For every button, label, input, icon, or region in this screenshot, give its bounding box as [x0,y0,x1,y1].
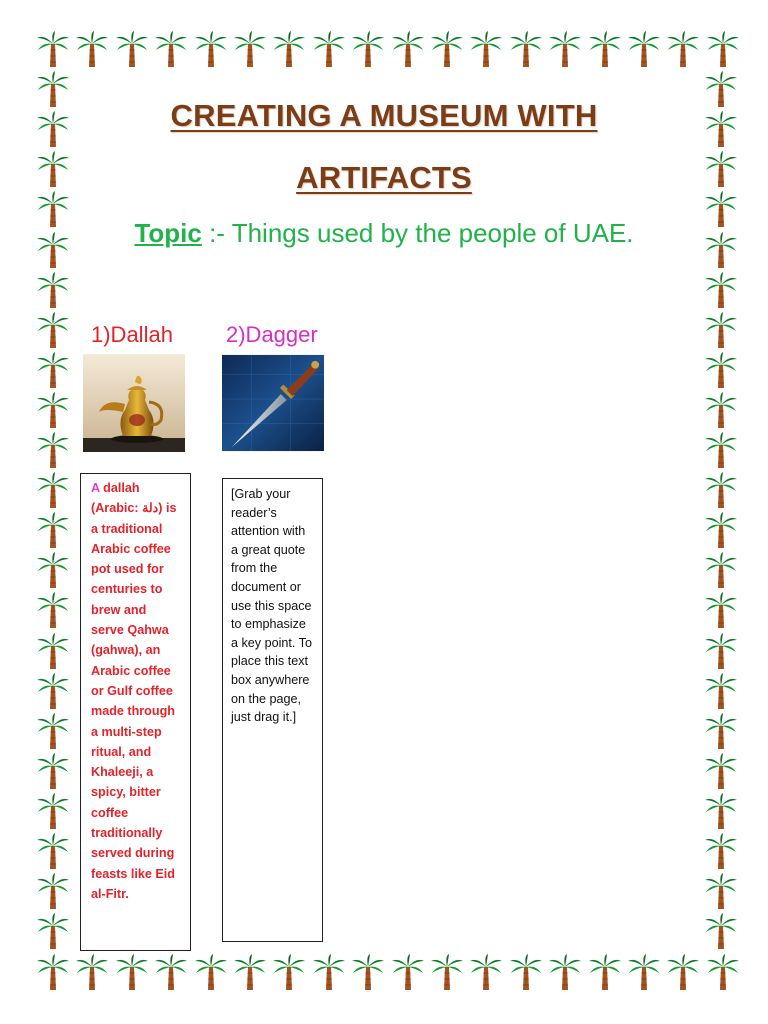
palm-tree-icon [626,953,662,991]
dagger-icon [222,354,324,452]
palm-tree-icon [390,953,426,991]
palm-tree-icon [35,953,71,991]
palm-tree-icon [153,953,189,991]
topic-label: Topic [134,218,202,248]
palm-tree-icon [35,511,71,549]
palm-tree-icon [703,351,739,389]
palm-tree-icon [705,953,741,991]
palm-tree-icon [35,632,71,670]
topic-line [0,218,768,249]
palm-tree-icon [114,30,150,68]
palm-tree-icon [311,953,347,991]
palm-tree-icon [703,832,739,870]
palm-tree-icon [703,271,739,309]
palm-tree-icon [35,591,71,629]
palm-tree-icon [35,271,71,309]
dallah-description-text: dallah (Arabic: دلة) is a traditional Arabic coffee pot used for centuries to brew and serve Qahwa (gahwa), an Arabic coffee or Gulf coffee made through a multi-step ritual, and Khaleeji, a spicy, bitter coffee traditionally served during feasts like Eid al-Fitr. [91,481,177,901]
palm-tree-icon [587,953,623,991]
dallah-coffee-pot-icon [83,354,185,452]
dagger-heading: 2)Dagger [226,322,318,347]
palm-tree-icon [626,30,662,68]
dallah-heading: 1)Dallah [91,322,173,347]
palm-tree-icon [232,953,268,991]
palm-tree-icon [703,511,739,549]
palm-tree-icon [705,30,741,68]
palm-tree-icon [703,591,739,629]
palm-tree-icon [703,551,739,589]
dallah-description-first-letter: A [91,481,100,495]
palm-tree-icon [35,431,71,469]
dallah-description-box[interactable] [80,473,191,951]
palm-tree-icon [35,912,71,950]
palm-tree-icon [193,30,229,68]
palm-tree-icon [508,953,544,991]
palm-tree-icon [35,752,71,790]
palm-tree-icon [429,30,465,68]
palm-tree-icon [703,391,739,429]
palm-tree-icon [508,30,544,68]
palm-tree-icon [703,792,739,830]
palm-tree-icon [429,953,465,991]
page-title-line-2: ARTIFACTS [296,160,472,195]
palm-tree-icon [35,351,71,389]
palm-tree-icon [35,311,71,349]
page-title-line-1: CREATING A MUSEUM WITH [170,98,598,133]
palm-tree-icon [468,30,504,68]
palm-tree-icon [587,30,623,68]
palm-tree-icon [703,311,739,349]
palm-tree-icon [35,872,71,910]
palm-tree-icon [468,953,504,991]
palm-tree-icon [547,30,583,68]
palm-tree-icon [703,471,739,509]
palm-tree-icon [153,30,189,68]
palm-tree-icon [35,391,71,429]
palm-tree-icon [35,792,71,830]
palm-tree-icon [271,953,307,991]
palm-tree-icon [35,672,71,710]
palm-tree-icon [193,953,229,991]
palm-tree-icon [114,953,150,991]
palm-tree-icon [232,30,268,68]
dagger-description-box[interactable] [222,478,323,942]
palm-tree-icon [35,832,71,870]
palm-tree-icon [35,551,71,589]
palm-tree-icon [74,953,110,991]
palm-tree-icon [74,30,110,68]
dagger-description-text: [Grab your reader’s attention with a great quote from the document or use this space to emphasize a key point. To place this text box anywhere on the page, just drag it.] [231,487,312,725]
palm-tree-icon [665,953,701,991]
palm-tree-icon [547,953,583,991]
palm-tree-icon [35,30,71,68]
palm-tree-icon [35,712,71,750]
palm-tree-icon [35,471,71,509]
palm-tree-icon [271,30,307,68]
palm-tree-icon [703,712,739,750]
palm-tree-icon [703,752,739,790]
palm-tree-icon [703,632,739,670]
palm-tree-icon [665,30,701,68]
palm-tree-icon [703,872,739,910]
palm-tree-icon [390,30,426,68]
topic-text: :- Things used by the people of UAE. [201,218,634,248]
palm-tree-icon [703,431,739,469]
palm-tree-icon [311,30,347,68]
palm-tree-icon [703,672,739,710]
palm-tree-icon [350,30,386,68]
palm-tree-icon [703,912,739,950]
palm-tree-icon [350,953,386,991]
